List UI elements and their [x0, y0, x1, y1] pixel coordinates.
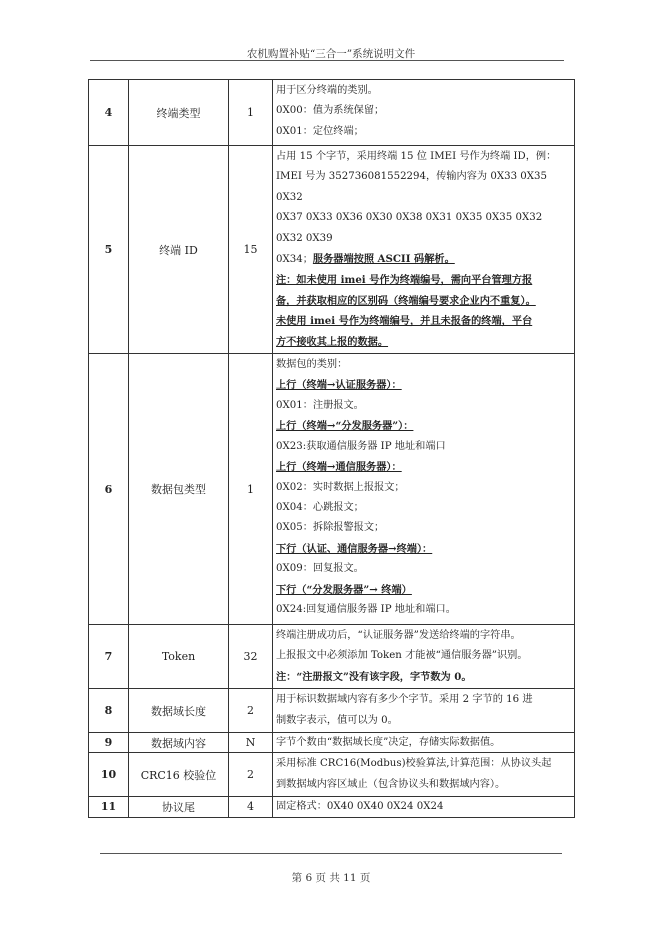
table-row — [89, 354, 575, 625]
desc-emphasis: 服务器端按照 ASCII 码解析。 — [312, 253, 455, 266]
field-name: Token — [129, 625, 229, 689]
desc-note: 注：如未使用 imei 号作为终端编号，需向平台管理方报 — [276, 274, 533, 287]
desc-subheading: 下行（“分发服务器”→ 终端） — [276, 583, 412, 596]
row-number: 6 — [89, 354, 129, 625]
desc-line: 0X24:回复通信服务器 IP 地址和端口。 — [276, 603, 456, 615]
field-description — [273, 625, 575, 689]
row-number: 11 — [89, 796, 129, 817]
desc-line: 到数据域内容区域止（包含协议头和数据域内容）。 — [276, 778, 506, 790]
field-description — [273, 80, 575, 146]
field-name: 数据域长度 — [129, 689, 229, 733]
page-footer: 第 6 页 共 11 页 — [291, 872, 371, 884]
desc-line: 占用 15 个字节，采用终端 15 位 IMEI 号作为终端 ID，例： — [276, 151, 557, 162]
field-length: 32 — [229, 625, 273, 689]
desc-line: IMEI 号为 352736081552294，传输内容为 0X33 0X35 0X32 — [276, 171, 547, 203]
desc-fragment: 0X34； — [276, 254, 313, 266]
desc-line: 0X01：定位终端； — [276, 125, 364, 137]
field-length: 1 — [229, 354, 273, 625]
protocol-table — [88, 79, 575, 818]
desc-line: 0X01：注册报文。 — [276, 399, 364, 411]
desc-line: 采用标准 CRC16(Modbus)校验算法,计算范围：从协议头起 — [276, 758, 552, 770]
desc-note: 注：“注册报文”没有该字段，字节数为 0。 — [276, 670, 472, 683]
table-row — [89, 733, 575, 753]
row-number: 8 — [89, 689, 129, 733]
table-row — [89, 146, 575, 354]
table-row — [89, 625, 575, 689]
desc-line: 0X09：回复报文。 — [276, 563, 364, 575]
field-length: 15 — [229, 146, 273, 354]
row-number: 7 — [89, 625, 129, 689]
desc-note: 备，并获取相应的区别码（终端编号要求企业内不重复）。 — [276, 294, 536, 307]
table-row — [89, 753, 575, 797]
field-length: 1 — [229, 80, 273, 146]
desc-line: 制数字表示，值可以为 0。 — [276, 714, 398, 726]
field-length: 2 — [229, 753, 273, 797]
field-length: 2 — [229, 689, 273, 733]
desc-line: 0X04：心跳报文； — [276, 501, 364, 513]
desc-line: 0X05：拆除报警报文； — [276, 522, 385, 534]
row-number: 4 — [89, 80, 129, 146]
desc-note: 未使用 imei 号作为终端编号，并且未报备的终端，平台 — [276, 315, 533, 328]
row-number: 10 — [89, 753, 129, 797]
desc-line: 固定格式：0X40 0X40 0X24 0X24 — [276, 800, 444, 812]
desc-line: 0X00：值为系统保留； — [276, 105, 385, 117]
field-description — [273, 354, 575, 625]
row-number: 5 — [89, 146, 129, 354]
field-name: 数据域内容 — [129, 733, 229, 753]
field-description — [273, 796, 575, 817]
field-name: 数据包类型 — [129, 354, 229, 625]
field-name: 协议尾 — [129, 796, 229, 817]
desc-line: 用于区分终端的类别。 — [276, 85, 378, 96]
page-header: 农机购置补贴“三合一”系统说明文件 — [246, 48, 416, 60]
desc-line — [276, 249, 571, 270]
desc-line: 字节个数由“数据域长度”决定，存储实际数据值。 — [276, 737, 501, 749]
field-description — [273, 753, 575, 797]
field-description — [273, 689, 575, 733]
desc-line: 数据包的类别： — [276, 359, 348, 371]
table-row — [89, 80, 575, 146]
field-name: CRC16 校验位 — [129, 753, 229, 797]
desc-line: 0X37 0X33 0X36 0X30 0X38 0X31 0X35 0X35 0X32 0X32 0X39 — [276, 212, 543, 244]
header-rule — [90, 60, 564, 61]
desc-subheading: 上行（终端→通信服务器）： — [276, 461, 402, 474]
desc-subheading: 上行（终端→认证服务器）： — [276, 379, 402, 392]
footer-rule — [100, 853, 562, 854]
desc-subheading: 上行（终端→“分发服务器”）： — [276, 420, 414, 433]
field-name: 终端类型 — [129, 80, 229, 146]
row-number: 9 — [89, 733, 129, 753]
table-row — [89, 796, 575, 817]
table-row — [89, 689, 575, 733]
desc-note: 方不接收其上报的数据。 — [276, 335, 389, 348]
field-length: 4 — [229, 796, 273, 817]
field-description — [273, 733, 575, 753]
desc-line: 用于标识数据域内容有多少个字节。采用 2 字节的 16 进 — [276, 694, 533, 706]
field-length: N — [229, 733, 273, 753]
desc-line: 0X02：实时数据上报报文； — [276, 481, 405, 493]
desc-line: 0X23:获取通信服务器 IP 地址和端口 — [276, 440, 446, 452]
field-name: 终端 ID — [129, 146, 229, 354]
desc-subheading: 下行（认证、通信服务器→终端）： — [276, 542, 433, 555]
field-description — [273, 146, 575, 354]
desc-line: 上报报文中必须添加 Token 才能被“通信服务器”识别。 — [276, 650, 528, 662]
desc-line: 终端注册成功后，“认证服务器”发送给终端的字符串。 — [276, 630, 521, 642]
